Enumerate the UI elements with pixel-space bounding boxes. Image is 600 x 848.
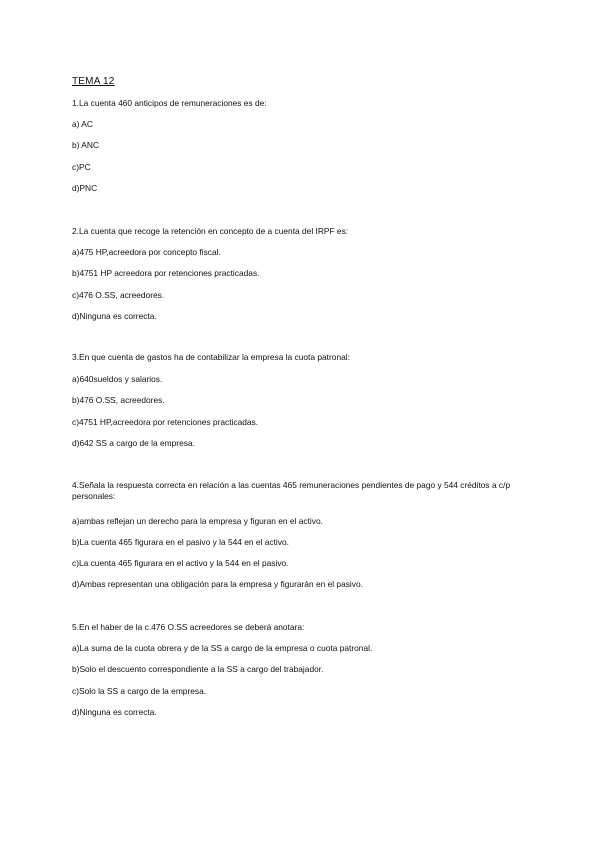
question-2-text: 2.La cuenta que recoge la retención en concepto de a cuenta del IRPF es: — [72, 226, 349, 236]
question-3-option-b: b)476 O.SS, acreedores. — [72, 395, 165, 405]
question-5-text: 5.En el haber de la c.476 O.SS acreedores se deberá anotara: — [72, 622, 305, 632]
question-1-text: 1.La cuenta 460 anticipos de remuneraciones es de: — [72, 98, 267, 108]
question-1-option-b: b) ANC — [72, 140, 99, 150]
question-3-option-a: a)640sueldos y salarios. — [72, 374, 163, 384]
question-2-option-a: a)475 HP,acreedora por concepto fiscal. — [72, 247, 221, 257]
question-5-option-a: a)La suma de la cuota obrera y de la SS a cargo de la empresa o cuota patronal. — [72, 643, 373, 653]
question-4-option-c: c)La cuenta 465 figurara en el activo y la 544 en el pasivo. — [72, 558, 289, 568]
question-3-option-d: d)642 SS a cargo de la empresa. — [72, 438, 195, 448]
question-1-option-c: c)PC — [72, 162, 91, 172]
question-5-option-d: d)Ninguna es correcta. — [72, 707, 157, 717]
question-2-option-b: b)4751 HP acreedora por retenciones practicadas. — [72, 268, 260, 278]
question-1-option-a: a) AC — [72, 119, 93, 129]
question-1-option-d: d)PNC — [72, 183, 98, 193]
page-title: TEMA 12 — [72, 76, 115, 87]
question-4-text: 4.Señala la respuesta correcta en relación a las cuentas 465 remuneraciones pendientes de pago y 544 créditos a c/p personales: — [72, 480, 511, 501]
question-5-option-c: c)Solo la SS a cargo de la empresa. — [72, 686, 207, 696]
question-2-option-d: d)Ninguna es correcta. — [72, 311, 157, 321]
question-4-option-d: d)Ambas representan una obligación para la empresa y figurarán en el pasivo. — [72, 579, 363, 589]
question-3-text: 3.En que cuenta de gastos ha de contabilizar la empresa la cuota patronal: — [72, 352, 350, 362]
question-5-option-b: b)Solo el descuento correspondiente a la SS a cargo del trabajador. — [72, 664, 324, 674]
question-4-option-b: b)La cuenta 465 figurara en el pasivo y la 544 en el activo. — [72, 537, 289, 547]
question-3-option-c: c)4751 HP,acreedora por retenciones practicadas. — [72, 417, 259, 427]
question-4-option-a: a)ambas reflejan un derecho para la empresa y figuran en el activo. — [72, 516, 323, 526]
question-2-option-c: c)476 O.SS, acreedores. — [72, 290, 165, 300]
